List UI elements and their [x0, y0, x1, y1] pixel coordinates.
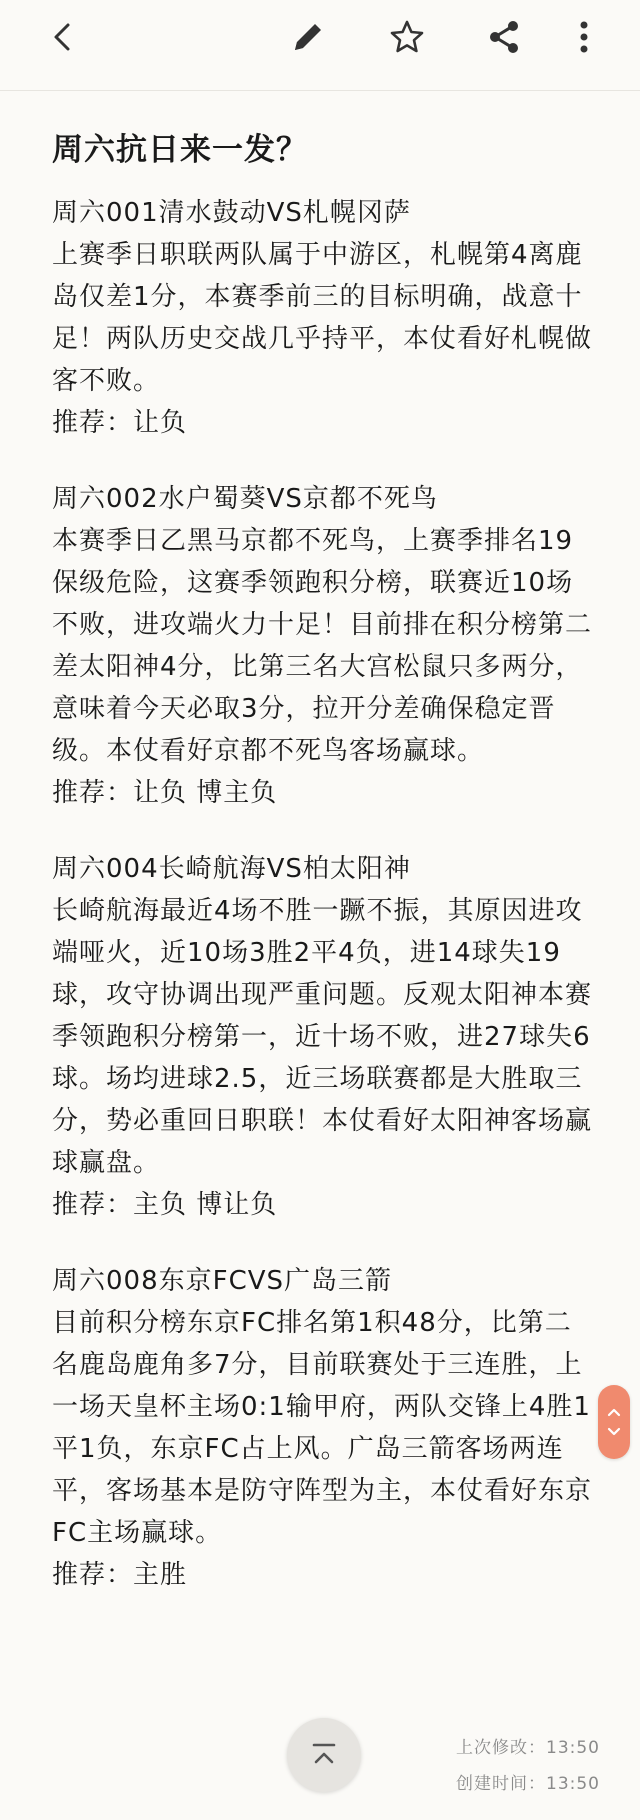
- match-section-001: [52, 192, 592, 444]
- star-icon: [389, 19, 425, 55]
- match-section-004: [52, 848, 592, 1226]
- note-title: 周六抗日来一发？: [52, 132, 308, 168]
- match-recommendation: 推荐：主负 博让负: [52, 1190, 278, 1220]
- pencil-icon: [291, 20, 325, 54]
- scroll-to-top-button[interactable]: [287, 1718, 361, 1792]
- created-time: 创建时间：13:50: [456, 1774, 600, 1794]
- match-analysis: 上赛季日职联两队属于中游区，札幌第4离鹿岛仅差1分，本赛季前三的目标明确，战意十足！两队历史交战几乎持平，本仗看好札幌做客不败。: [52, 240, 593, 396]
- chevron-down-icon: [607, 1427, 621, 1437]
- match-heading: 周六008东京FCVS广岛三箭: [52, 1266, 393, 1296]
- back-arrow-icon: [48, 21, 80, 53]
- match-analysis: 本赛季日乙黑马京都不死鸟，上赛季排名19保级危险，这赛季领跑积分榜，联赛近10场不败，进攻端火力十足！目前排在积分榜第二差太阳神4分，比第三名大宫松鼠只多两分，意味着今天必取3分，拉开分差确保稳定晋级。本仗看好京都不死鸟客场赢球。: [52, 526, 593, 766]
- share-button[interactable]: [480, 13, 528, 61]
- match-heading: 周六004长崎航海VS柏太阳神: [52, 854, 411, 884]
- match-section-008: [52, 1260, 592, 1596]
- note-timestamps: [456, 1730, 600, 1802]
- match-recommendation: 推荐：让负 博主负: [52, 778, 278, 808]
- match-analysis: 长崎航海最近4场不胜一蹶不振，其原因进攻端哑火，近10场3胜2平4负，进14球失19球，攻守协调出现严重问题。反观太阳神本赛季领跑积分榜第一，近十场不败，进27球失6球。场均进球2.5，近三场联赛都是大胜取三分，势必重回日职联！本仗看好太阳神客场赢球赢盘。: [52, 896, 593, 1178]
- back-button[interactable]: [40, 13, 88, 61]
- match-recommendation: 推荐：主胜: [52, 1560, 188, 1590]
- scroll-to-top-icon: [309, 1740, 339, 1770]
- more-options-button[interactable]: [560, 13, 608, 61]
- match-section-002: [52, 478, 592, 814]
- note-content[interactable]: [52, 120, 592, 1630]
- match-heading: 周六001清水鼓动VS札幌冈萨: [52, 198, 411, 228]
- match-recommendation: 推荐：让负: [52, 408, 188, 438]
- share-icon: [486, 19, 522, 55]
- top-toolbar: [0, 0, 640, 91]
- favorite-button[interactable]: [383, 13, 431, 61]
- edit-button[interactable]: [284, 13, 332, 61]
- more-vertical-icon: [578, 19, 590, 55]
- match-analysis: 目前积分榜东京FC排名第1积48分，比第二名鹿岛鹿角多7分，目前联赛处于三连胜，上一场天皇杯主场0:1输甲府，两队交锋上4胜1平1负，东京FC占上风。广岛三箭客场两连平，客场基本是防守阵型为主，本仗看好东京FC主场赢球。: [52, 1308, 593, 1548]
- match-heading: 周六002水户蜀葵VS京都不死鸟: [52, 484, 438, 514]
- chevron-up-icon: [607, 1407, 621, 1417]
- fast-scroll-handle[interactable]: [598, 1385, 630, 1459]
- last-modified-time: 上次修改：13:50: [456, 1738, 600, 1758]
